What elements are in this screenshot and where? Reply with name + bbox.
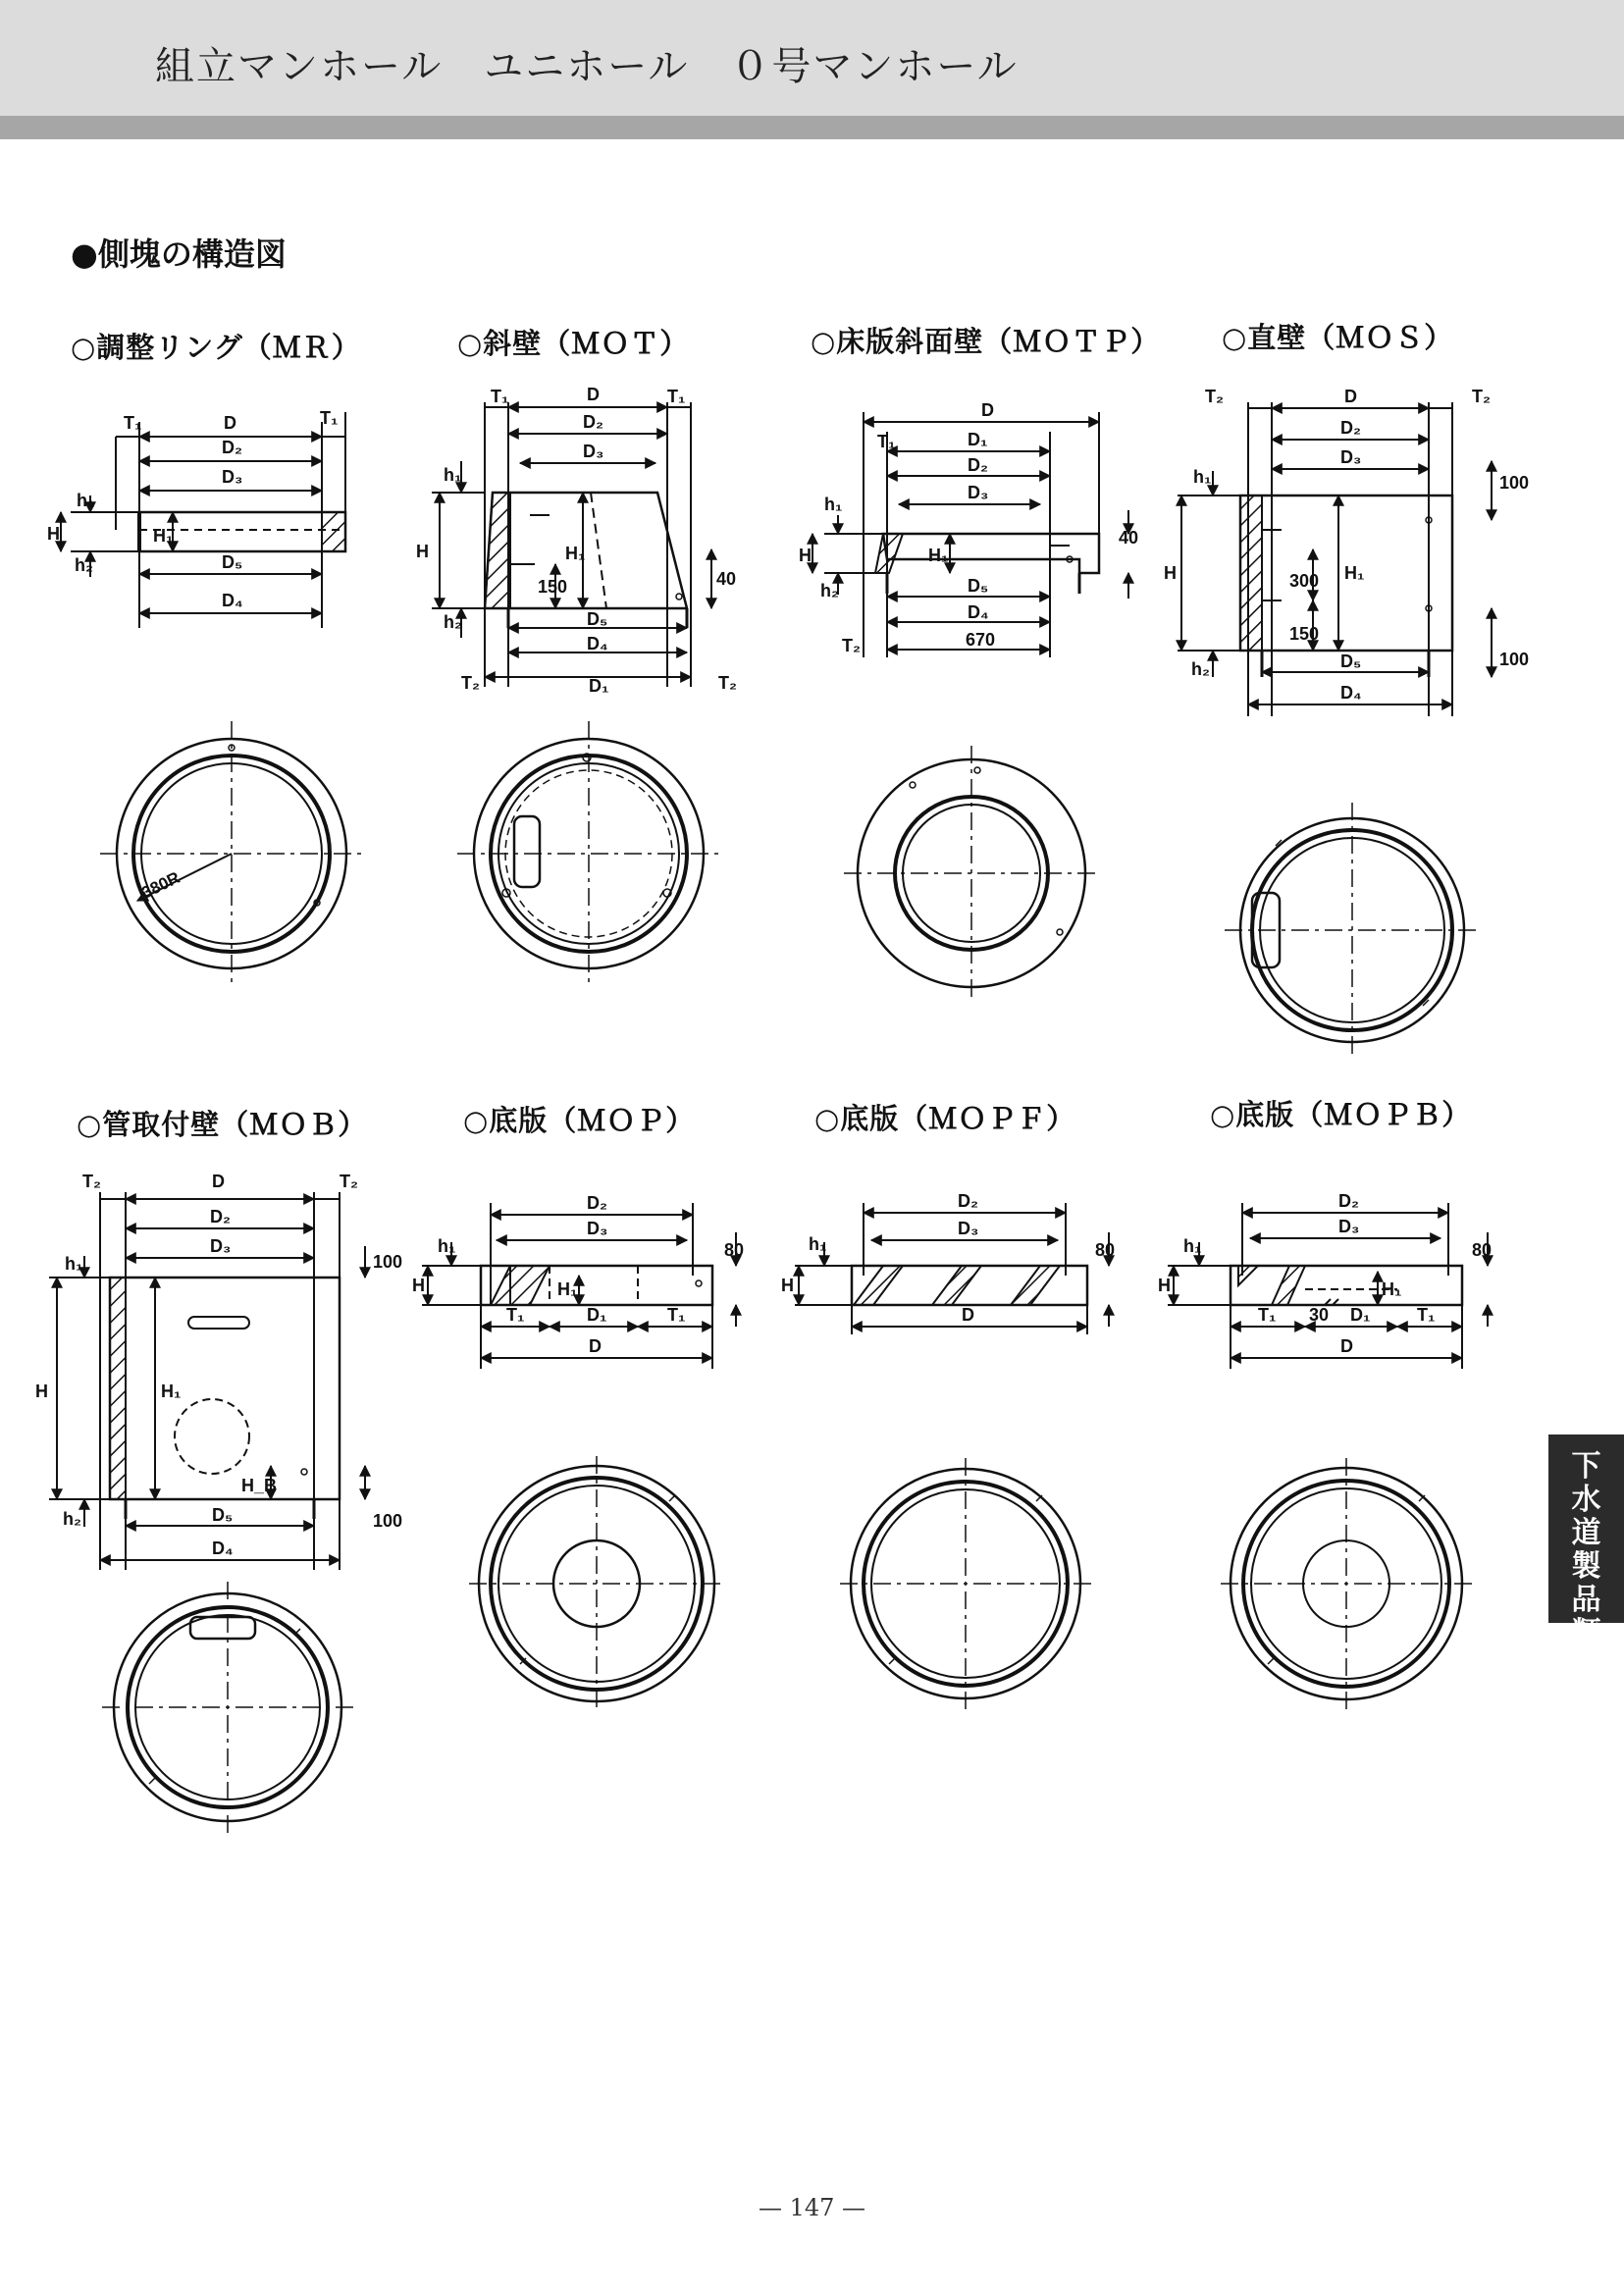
label-mopf: ○底版（ＭＯＰＦ） xyxy=(814,1102,1076,1135)
mr-dim-t1-right: T₁ xyxy=(320,408,339,428)
motp-dim-d: D xyxy=(981,400,994,420)
mr-dim-t1-left: T₁ xyxy=(124,413,142,433)
mot-dim-d4: D₄ xyxy=(587,634,608,653)
mos-dim-d4: D₄ xyxy=(1340,683,1362,703)
mop-dim-d: D xyxy=(589,1336,602,1356)
mopb-dim-d: D xyxy=(1340,1336,1353,1356)
mos-dim-h2: h₂ xyxy=(1191,659,1210,679)
motp-dim-d4: D₄ xyxy=(968,602,989,622)
motp-dim-d5: D₅ xyxy=(968,576,989,596)
mos-plan-drawing xyxy=(1225,803,1480,1058)
mr-section-drawing xyxy=(61,412,345,628)
mot-dim-h2: h₂ xyxy=(444,612,462,632)
mop-section-drawing xyxy=(422,1203,736,1369)
mos-section-drawing xyxy=(1178,402,1492,716)
mop-dim-d2: D₂ xyxy=(587,1193,607,1213)
mot-dim-t1-left: T₁ xyxy=(491,387,509,406)
mopf-section-drawing xyxy=(795,1203,1109,1334)
mot-dim-d3: D₃ xyxy=(583,442,604,461)
mos-dim-t2-right: T₂ xyxy=(1472,387,1491,406)
mr-dim-d3: D₃ xyxy=(222,467,243,487)
mob-dim-100-top: 100 xyxy=(373,1252,403,1272)
mos-dim-t2-left: T₂ xyxy=(1205,387,1224,406)
mop-dim-t1-right: T₁ xyxy=(667,1305,686,1325)
mot-dim-h: H xyxy=(416,542,429,561)
mopf-plan-drawing xyxy=(840,1458,1091,1709)
label-mr: ○調整リング（ＭＲ） xyxy=(71,331,361,364)
mopf-dim-h1: h₁ xyxy=(809,1234,827,1254)
mot-dim-d: D xyxy=(587,385,600,404)
mop-dim-t1-left: T₁ xyxy=(506,1305,525,1325)
motp-dim-d1: D₁ xyxy=(968,430,988,449)
mob-dim-h: H xyxy=(35,1382,48,1401)
mos-dim-100-bottom: 100 xyxy=(1499,650,1530,669)
motp-dim-40: 40 xyxy=(1119,528,1139,548)
side-tab-char: 品 xyxy=(1571,1583,1601,1617)
mopf-dim-h: H xyxy=(781,1276,794,1295)
mopb-dim-80: 80 xyxy=(1472,1240,1493,1260)
mob-dim-d2: D₂ xyxy=(210,1207,231,1226)
mot-dim-150: 150 xyxy=(538,577,568,597)
mob-dim-d5: D₅ xyxy=(212,1505,234,1525)
mop-dim-H1: H₁ xyxy=(557,1279,578,1299)
side-tab-char: 類 xyxy=(1571,1616,1601,1650)
mob-dim-t2-right: T₂ xyxy=(340,1172,358,1191)
mopb-dim-d1: D₁ xyxy=(1350,1305,1371,1325)
side-tab xyxy=(1548,1434,1624,1650)
mop-dim-h1: h₁ xyxy=(438,1236,456,1256)
mr-dim-d: D xyxy=(224,413,236,433)
mot-dim-t1-right: T₁ xyxy=(667,387,686,406)
mob-plan-drawing xyxy=(102,1582,353,1833)
label-mob: ○管取付壁（ＭＯＢ） xyxy=(77,1108,368,1141)
label-mot: ○斜壁（ＭＯＴ） xyxy=(457,327,690,360)
mos-dim-d2: D₂ xyxy=(1340,418,1361,438)
mot-dim-d2: D₂ xyxy=(583,412,603,432)
mot-dim-H1: H₁ xyxy=(565,544,586,563)
mr-dim-d4: D₄ xyxy=(222,591,243,610)
mos-dim-H1: H₁ xyxy=(1344,563,1365,583)
motp-dim-d3: D₃ xyxy=(968,483,989,502)
page-number: — 147 — xyxy=(758,2194,866,2221)
motp-dim-H1: H₁ xyxy=(928,546,949,565)
mob-dim-t2-left: T₂ xyxy=(82,1172,101,1191)
mopf-dim-d: D xyxy=(962,1305,974,1325)
mr-dim-h: H xyxy=(47,524,60,544)
mopf-dim-d3: D₃ xyxy=(958,1219,979,1238)
label-mop: ○底版（ＭＯＰ） xyxy=(463,1104,696,1137)
motp-plan-drawing xyxy=(844,746,1099,1001)
label-motp: ○床版斜面壁（ＭＯＴＰ） xyxy=(811,325,1161,358)
side-tab-char: 製 xyxy=(1571,1549,1601,1584)
mos-dim-d: D xyxy=(1344,387,1357,406)
side-tab-char: 水 xyxy=(1571,1483,1601,1517)
mr-dim-H1: H₁ xyxy=(153,526,174,546)
mob-dim-d4: D₄ xyxy=(212,1539,234,1558)
mop-dim-d1: D₁ xyxy=(587,1305,607,1325)
mopf-dim-d2: D₂ xyxy=(958,1191,978,1211)
mopb-dim-t1-right: T₁ xyxy=(1417,1305,1436,1325)
mot-dim-t2-left: T₂ xyxy=(461,673,480,693)
mop-plan-drawing xyxy=(469,1456,724,1711)
mr-dim-d5: D₅ xyxy=(222,552,243,572)
mob-dim-100-bottom: 100 xyxy=(373,1511,403,1531)
mob-section-drawing xyxy=(49,1192,365,1570)
mos-dim-300: 300 xyxy=(1289,571,1320,591)
mot-dim-h1: h₁ xyxy=(444,465,462,485)
mob-dim-h1: h₁ xyxy=(65,1254,83,1274)
mot-dim-40: 40 xyxy=(716,569,737,589)
mob-dim-d3: D₃ xyxy=(210,1236,232,1256)
motp-dim-t1: T₁ xyxy=(877,432,896,451)
label-mopb: ○底版（ＭＯＰＢ） xyxy=(1210,1098,1472,1131)
motp-dim-t2: T₂ xyxy=(842,636,861,655)
side-tab-char: 道 xyxy=(1571,1516,1601,1550)
motp-dim-h1: h₁ xyxy=(824,495,843,514)
mos-dim-h: H xyxy=(1164,563,1177,583)
mr-dim-h1: h₁ xyxy=(77,491,95,510)
mob-dim-d: D xyxy=(212,1172,225,1191)
mopb-dim-h1: h₁ xyxy=(1183,1236,1202,1256)
mob-dim-H1: H₁ xyxy=(161,1382,182,1401)
mopb-section-drawing xyxy=(1168,1203,1488,1369)
mos-dim-d5: D₅ xyxy=(1340,652,1362,671)
mop-dim-h: H xyxy=(412,1276,425,1295)
mot-plan-drawing xyxy=(457,721,720,986)
section-heading: ●側塊の構造図 xyxy=(71,235,287,273)
mopf-dim-80: 80 xyxy=(1095,1240,1116,1260)
mot-dim-d5: D₅ xyxy=(587,609,608,629)
motp-dim-d2: D₂ xyxy=(968,455,988,475)
mopb-dim-h: H xyxy=(1158,1276,1171,1295)
mob-dim-h2: h₂ xyxy=(63,1509,81,1529)
mot-dim-t2-right: T₂ xyxy=(718,673,737,693)
mr-dim-d2: D₂ xyxy=(222,438,242,457)
mopb-dim-d3: D₃ xyxy=(1338,1217,1360,1236)
label-mos: ○直壁（ＭＯＳ） xyxy=(1222,321,1454,354)
mos-dim-h1: h₁ xyxy=(1193,467,1212,487)
side-tab-char: 下 xyxy=(1571,1449,1601,1484)
motp-dim-h: H xyxy=(799,546,812,565)
mos-dim-100-top: 100 xyxy=(1499,473,1530,493)
mos-dim-150: 150 xyxy=(1289,624,1320,644)
mos-dim-d3: D₃ xyxy=(1340,447,1362,467)
mopb-dim-d2: D₂ xyxy=(1338,1191,1359,1211)
mopb-dim-H1: H₁ xyxy=(1382,1279,1402,1299)
mopb-plan-drawing xyxy=(1221,1458,1472,1709)
mop-dim-80: 80 xyxy=(724,1240,745,1260)
motp-dim-h2: h₂ xyxy=(820,581,839,600)
page-title: 組立マンホール ユニホール ０号マンホール xyxy=(155,44,1019,89)
motp-dim-670: 670 xyxy=(966,630,996,650)
mopb-dim-t1-left: T₁ xyxy=(1258,1305,1277,1325)
mr-plan-drawing xyxy=(100,721,363,986)
mopb-dim-30: 30 xyxy=(1309,1305,1330,1325)
mot-dim-d1: D₁ xyxy=(589,676,609,696)
mob-dim-hb: H_B xyxy=(241,1476,278,1495)
mop-dim-d3: D₃ xyxy=(587,1219,608,1238)
mr-radius-label: 380R xyxy=(138,867,183,903)
mr-dim-h2: h₂ xyxy=(75,555,93,575)
